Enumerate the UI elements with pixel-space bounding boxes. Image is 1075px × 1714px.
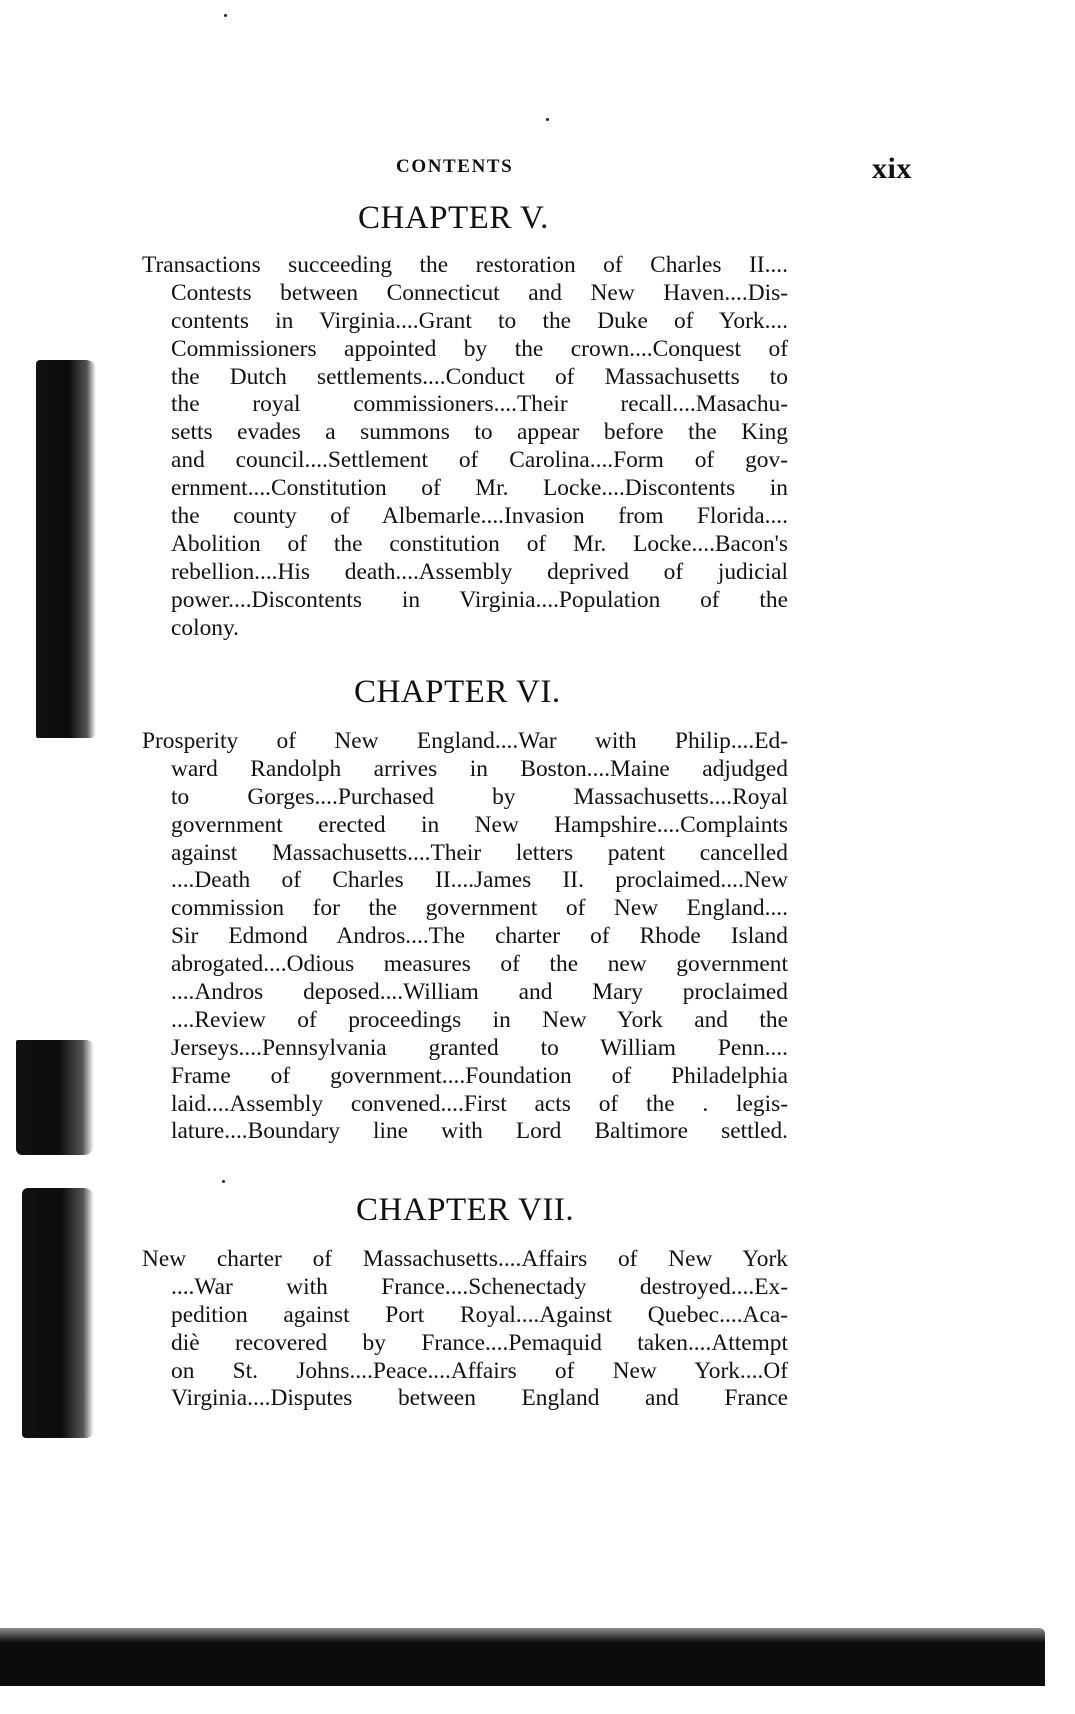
chapter-heading: CHAPTER VI. [354,674,561,710]
summary-line: Abolition of the constitution of Mr. Locke....Bacon's [171,530,788,557]
summary-line: and council....Settlement of Carolina....Form of gov- [171,447,788,474]
summary-line: government erected in New Hampshire....Complaints [171,811,788,838]
summary-line: against Massachusetts....Their letters patent cancelled [171,839,788,866]
chapter-summary [142,1246,788,1413]
summary-line: lature....Boundary line with Lord Baltimore settled. [171,1118,788,1145]
summary-line: power....Discontents in Virginia....Population of the [171,586,788,613]
summary-line: colony. [171,614,239,641]
chapter-summary [142,252,788,642]
summary-line: Prosperity of New England....War with Philip....Ed- [142,728,788,754]
chapter-heading: CHAPTER V. [358,200,549,236]
summary-line: pedition against Port Royal....Against Quebec....Aca- [171,1301,788,1328]
page-number: xix [872,152,912,185]
summary-line: Contests between Connecticut and New Haven....Dis- [171,279,788,306]
summary-line: ernment....Constitution of Mr. Locke....Discontents in [171,475,788,502]
summary-line: on St. Johns....Peace....Affairs of New York....Of [171,1357,788,1384]
summary-line: ....War with France....Schenectady destroyed....Ex- [171,1273,788,1300]
summary-line: laid....Assembly convened....First acts of the . legis- [171,1090,788,1117]
summary-line: Sir Edmond Andros....The charter of Rhode Island [171,923,788,950]
summary-line: ....Review of proceedings in New York and the [171,1006,788,1033]
summary-line: setts evades a summons to appear before the King [171,419,788,446]
summary-line: ....Death of Charles II....James II. proclaimed....New [171,867,788,894]
scan-speck [546,118,549,121]
scan-speck [224,14,227,17]
summary-line: ....Andros deposed....William and Mary proclaimed [171,979,788,1006]
summary-line: diè recovered by France....Pemaquid taken....Attempt [171,1329,788,1356]
summary-line: rebellion....His death....Assembly deprived of judicial [171,558,788,585]
chapter-summary [142,728,788,1146]
summary-line: to Gorges....Purchased by Massachusetts....Royal [171,783,788,810]
summary-line: Frame of government....Foundation of Philadelphia [171,1062,788,1089]
summary-line: the Dutch settlements....Conduct of Massachusetts to [171,363,788,390]
chapter-heading: CHAPTER VII. [356,1192,575,1228]
scan-shadow-bottom [0,1628,1045,1686]
summary-line: commission for the government of New England.... [171,895,788,922]
summary-line: New charter of Massachusetts....Affairs of New York [142,1246,788,1272]
scan-shadow-left-top [36,360,96,738]
summary-line: Jerseys....Pennsylvania granted to William Penn.... [171,1034,788,1061]
summary-line: ward Randolph arrives in Boston....Maine adjudged [171,755,788,782]
running-head-title: CONTENTS [396,156,514,177]
summary-line: Commissioners appointed by the crown....Conquest of [171,335,788,362]
scan-shadow-left-middle [16,1040,94,1155]
summary-line: Virginia....Disputes between England and France [171,1385,788,1412]
summary-line: abrogated....Odious measures of the new government [171,951,788,978]
scan-shadow-left-bottom [22,1188,94,1438]
scan-speck [222,1180,225,1183]
summary-line: the royal commissioners....Their recall....Masachu- [171,391,788,418]
summary-line: Transactions succeeding the restoration of Charles II.... [142,252,788,278]
summary-line: the county of Albemarle....Invasion from Florida.... [171,503,788,530]
summary-line: contents in Virginia....Grant to the Duke of York.... [171,307,788,334]
